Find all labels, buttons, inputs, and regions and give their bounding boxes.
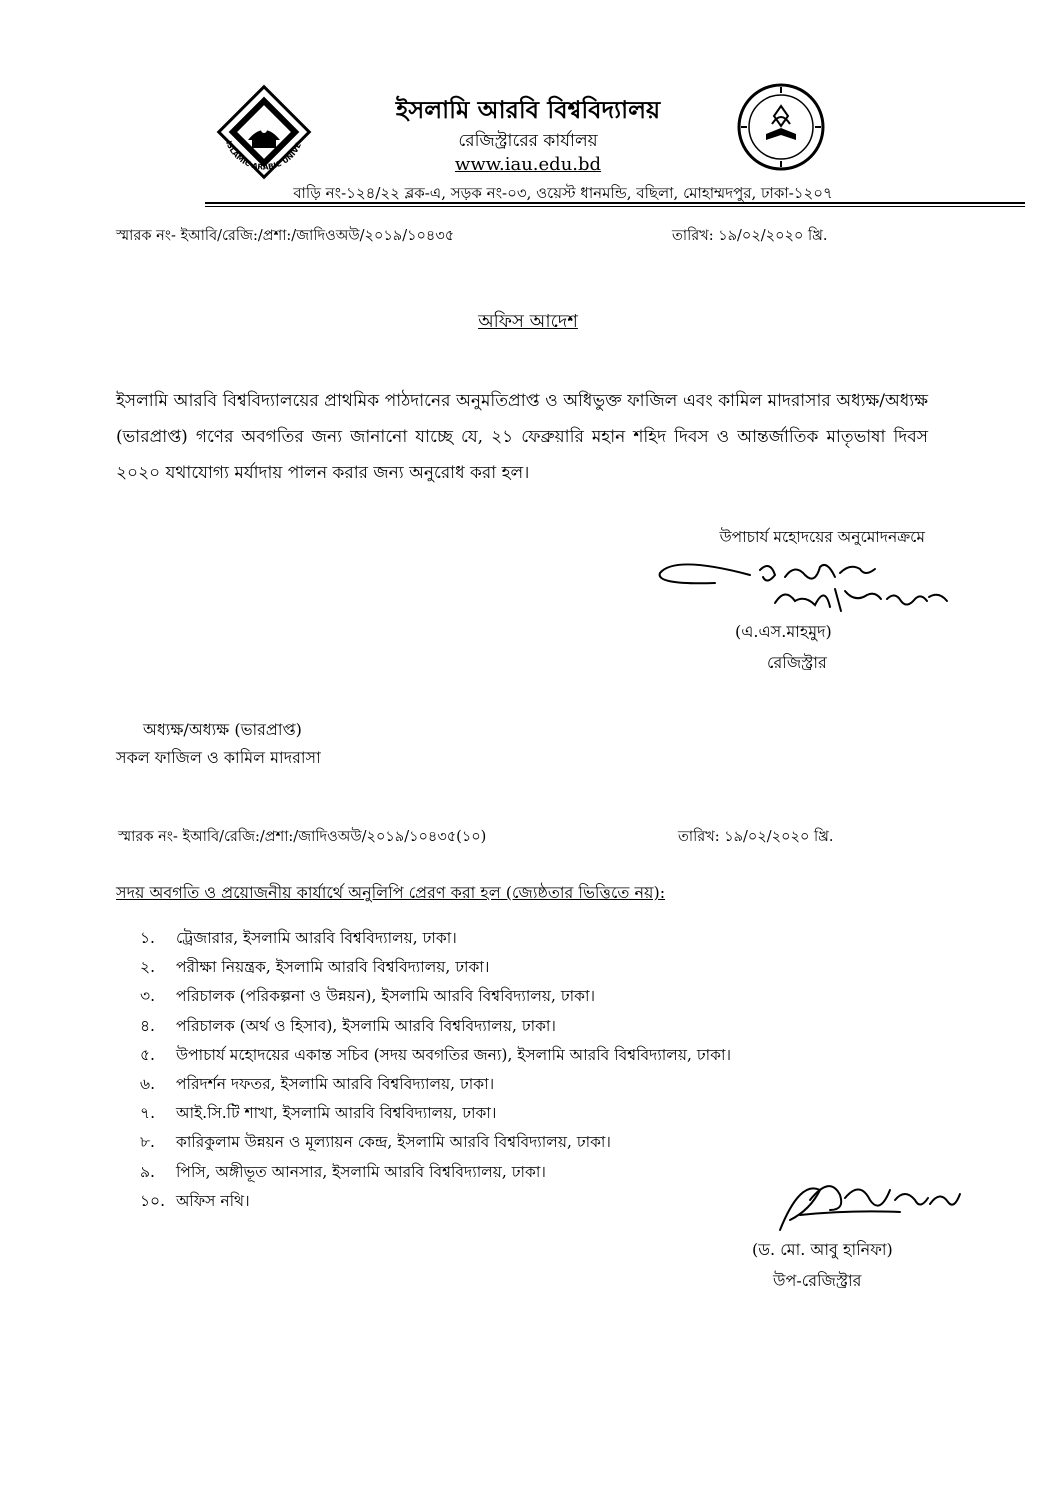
list-item-number: ৬. <box>140 1074 156 1093</box>
list-item-number: ৩. <box>140 987 156 1006</box>
list-item-number: ৭. <box>140 1104 156 1123</box>
list-item-text: পরিচালক (অর্থ ও হিসাব), ইসলামি আরবি বিশ্ববিদ্যালয়, ঢাকা। <box>176 1016 556 1035</box>
list-item-number: ১. <box>140 929 155 947</box>
list-item-number: ৫. <box>140 1045 155 1064</box>
approval-line: উপাচার্য মহোদয়ের অনুমোদনক্রমে <box>719 528 925 546</box>
list-item <box>140 1158 731 1187</box>
deputy-registrar-name: (ড. মো. আবু হানিফা) <box>752 1240 893 1259</box>
header-divider <box>205 202 1025 204</box>
list-item-number: ৪. <box>140 1016 155 1035</box>
order-body: ইসলামি আরবি বিশ্ববিদ্যালয়ের প্রাথমিক পাঠদানের অনুমতিপ্রাপ্ত ও অধিভুক্ত ফাজিল এবং কামিল মাদরাসার অধ্যক্ষ/অধ্যক্ষ (ভারপ্রাপ্ত) গণের অবগতির জন্য জানানো যাচ্ছে যে, ২১ ফেব্রুয়ারি মহান শহিদ দিবস ও আন্তর্জাতিক মাতৃভাষা দিবস ২০২০ যথাযোগ্য মর্যাদায় পালন করার জন্য অনুরোধ করা হল। <box>116 391 928 483</box>
list-item <box>140 1187 731 1216</box>
list-item-number: ৯. <box>140 1162 155 1181</box>
list-item-number: ৮. <box>140 1133 155 1152</box>
memo-number-copy: স্মারক নং- ইআবি/রেজি:/প্রশা:/জাদিওঅউ/২০১৯/১০৪৩৫(১০) <box>118 829 487 845</box>
registrar-signature <box>655 555 955 629</box>
deputy-registrar-designation: উপ-রেজিস্ট্রার <box>773 1271 862 1290</box>
cc-heading: সদয় অবগতি ও প্রয়োজনীয় কার্যার্থে অনুলিপি প্রেরণ করা হল (জ্যেষ্ঠতার ভিত্তিতে নয়): <box>116 883 666 902</box>
list-item <box>140 1128 731 1157</box>
addressee-line-2: সকল ফাজিল ও কামিল মাদরাসা <box>116 748 321 767</box>
office-name: রেজিস্ট্রারের কার্যালয় <box>458 131 598 151</box>
list-item-text: পরীক্ষা নিয়ন্ত্রক, ইসলামি আরবি বিশ্ববিদ্যালয়, ঢাকা। <box>176 958 490 977</box>
list-item <box>140 924 731 953</box>
page-title: অফিস আদেশ <box>478 311 578 332</box>
svg-text:ISLAMIC ARABIC UNIVERSITY: ISLAMIC ARABIC UNIVE <box>224 139 304 172</box>
addressee-line-1: অধ্যক্ষ/অধ্যক্ষ (ভারপ্রাপ্ত) <box>143 720 302 739</box>
header-divider-thin <box>205 206 1025 207</box>
list-item-text: কারিকুলাম উন্নয়ন ও মূল্যায়ন কেন্দ্র, ইসলামি আরবি বিশ্ববিদ্যালয়, ঢাকা। <box>176 1133 611 1152</box>
website-link[interactable]: www.iau.edu.bd <box>454 154 602 175</box>
list-item <box>140 1041 731 1070</box>
address-line: বাড়ি নং-১২৪/২২ ব্লক-এ, সড়ক নং-০৩, ওয়েস্ট ধানমন্ডি, বছিলা, মোহাম্মদপুর, ঢাকা-১২০৭ <box>293 184 833 202</box>
university-name: ইসলামি আরবি বিশ্ববিদ্যালয় <box>395 95 661 124</box>
list-item-text: আই.সি.টি শাখা, ইসলামি আরবি বিশ্ববিদ্যালয়, ঢাকা। <box>176 1104 497 1123</box>
list-item <box>140 1012 731 1041</box>
deputy-registrar-signature <box>770 1170 970 1244</box>
list-item-text: ট্রেজারার, ইসলামি আরবি বিশ্ববিদ্যালয়, ঢাকা। <box>176 929 457 947</box>
list-item-text: পিসি, অঙ্গীভূত আনসার, ইসলামি আরবি বিশ্ববিদ্যালয়, ঢাকা। <box>176 1162 546 1181</box>
registrar-designation: রেজিস্ট্রার <box>767 653 827 672</box>
list-item-number: ২. <box>140 958 156 977</box>
list-item <box>140 1070 731 1099</box>
list-item-text: পরিদর্শন দফতর, ইসলামি আরবি বিশ্ববিদ্যালয়, ঢাকা। <box>176 1074 495 1093</box>
memo-date-copy: তারিখ: ১৯/০২/২০২০ খ্রি. <box>678 829 834 845</box>
list-item-number: ১০. <box>140 1191 166 1210</box>
list-item <box>140 982 731 1011</box>
memo-date: তারিখ: ১৯/০২/২০২০ খ্রি. <box>672 228 828 244</box>
list-item-text: পরিচালক (পরিকল্পনা ও উন্নয়ন), ইসলামি আরবি বিশ্ববিদ্যালয়, ঢাকা। <box>176 987 596 1006</box>
list-item <box>140 953 731 982</box>
list-item-text: অফিস নথি। <box>176 1191 250 1210</box>
list-item-text: উপাচার্য মহোদয়ের একান্ত সচিব (সদয় অবগতির জন্য), ইসলামি আরবি বিশ্ববিদ্যালয়, ঢাকা। <box>176 1045 731 1064</box>
cc-list <box>140 924 731 1216</box>
list-item <box>140 1099 731 1128</box>
registrar-name: (এ.এস.মাহমুদ) <box>735 622 832 641</box>
memo-number: স্মারক নং- ইআবি/রেজি:/প্রশা:/জাদিওঅউ/২০১৯/১০৪৩৫ <box>116 228 455 244</box>
